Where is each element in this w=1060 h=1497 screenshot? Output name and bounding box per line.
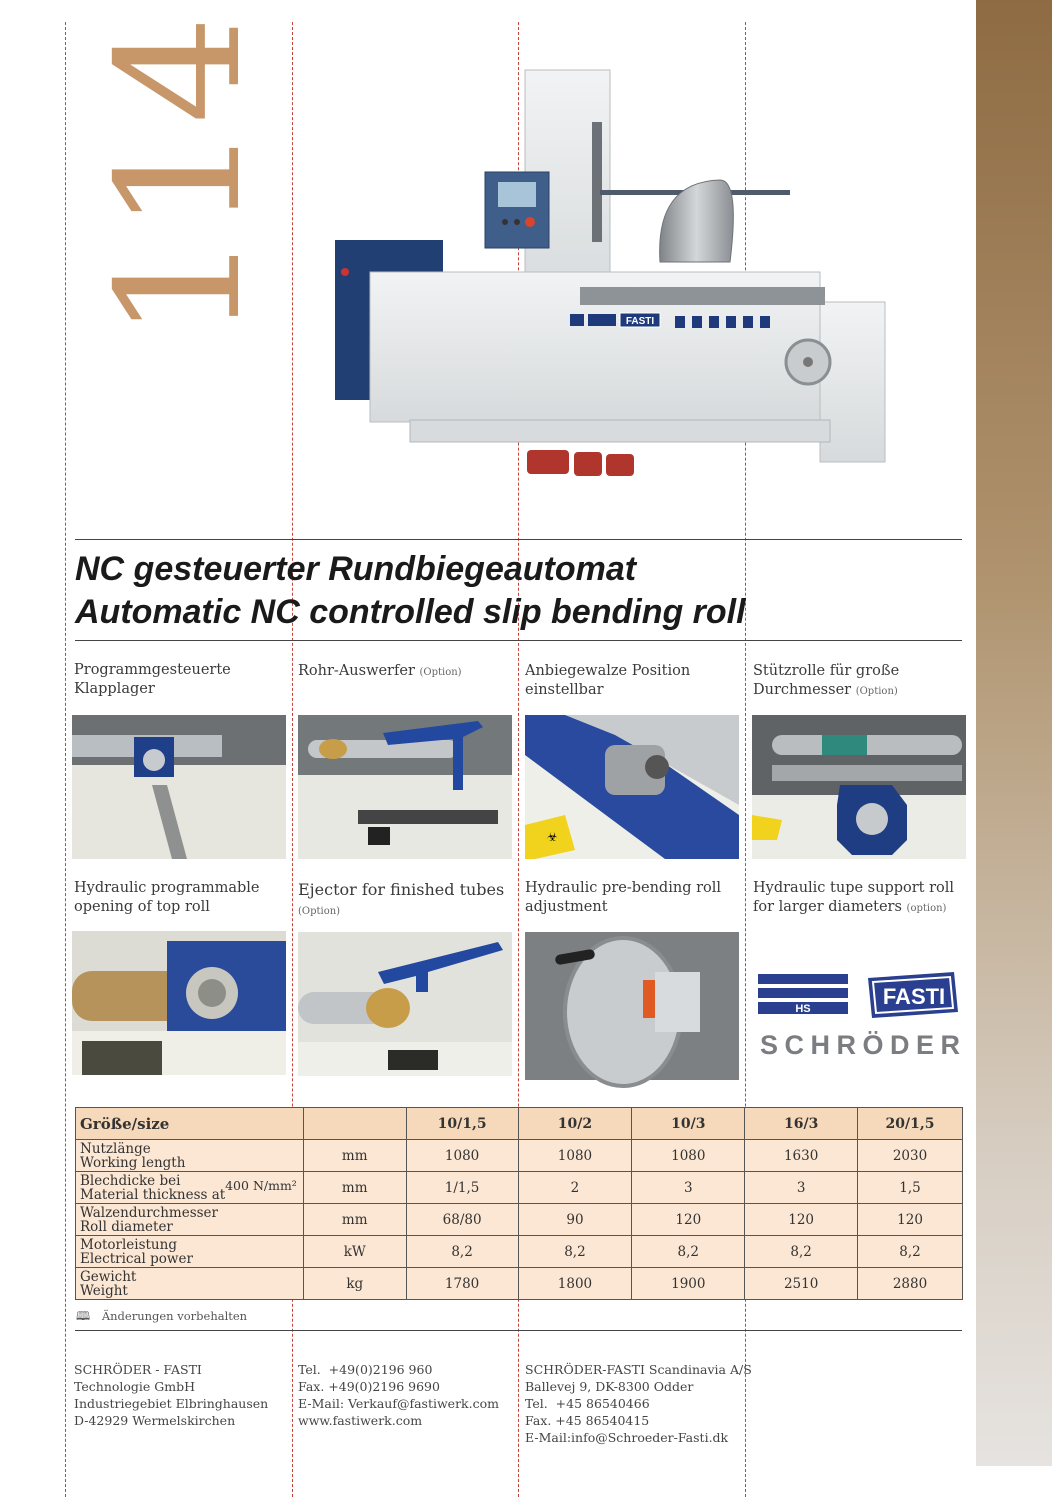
caption-line: Anbiegewalze Position [525, 663, 691, 679]
page-number [78, 15, 279, 350]
table-header-row [76, 1108, 963, 1140]
footer-fax: Fax. +45 86540415 [525, 1413, 650, 1428]
caption-line: Rohr-Auswerfer [298, 663, 415, 679]
footer-line: Industriegebiet Elbringhausen [74, 1396, 269, 1411]
row-label [76, 1204, 304, 1236]
photo-tube-ejector [298, 715, 512, 859]
caption-option: (Option) [298, 906, 341, 917]
feature-caption [74, 879, 259, 917]
caption-line: adjustment [525, 899, 608, 915]
row-label-en: Material thickness at [80, 1186, 226, 1203]
fasti-logo-text: FASTI [882, 984, 946, 1009]
row-unit: kW [303, 1236, 406, 1268]
table-cell: 2880 [858, 1268, 963, 1300]
disclaimer-note [76, 1307, 247, 1328]
table-cell: 120 [632, 1204, 745, 1236]
table-cell: 8,2 [406, 1236, 518, 1268]
caption-option: (Option) [855, 686, 898, 697]
caption-option: (Option) [419, 667, 462, 678]
caption-line: Programmgesteuerte [74, 662, 231, 678]
table-header-size: 10/3 [632, 1108, 745, 1140]
title-rule-bottom [75, 640, 962, 641]
feature-caption [753, 879, 954, 918]
row-label-de: Gewicht [80, 1268, 137, 1285]
table-cell: 1900 [632, 1268, 745, 1300]
table-cell: 8,2 [858, 1236, 963, 1268]
table-cell: 1080 [632, 1140, 745, 1172]
caption-line: Stützrolle für große [753, 663, 900, 679]
footer-line: SCHRÖDER - FASTI [74, 1362, 202, 1377]
photo-support-roll [752, 715, 966, 859]
row-label-de: Blechdicke bei [80, 1172, 181, 1189]
svg-text:☣: ☣ [547, 830, 558, 844]
schroeder-logo-text: SCHRÖDER [760, 1030, 960, 1060]
company-logo [756, 968, 964, 1060]
table-cell: 68/80 [406, 1204, 518, 1236]
footer-email-link[interactable]: E-Mail: Verkauf@fastiwerk.com [298, 1396, 499, 1411]
caption-line: Hydraulic pre-bending roll [525, 880, 722, 896]
row-unit: mm [303, 1204, 406, 1236]
row-label-de: Motorleistung [80, 1236, 177, 1253]
photo-top-roll-bearing [72, 715, 286, 859]
table-cell: 1,5 [858, 1172, 963, 1204]
page-number-text: 114 [81, 15, 279, 340]
row-label [76, 1172, 304, 1204]
brand-plate-text: FASTI [625, 316, 655, 327]
feature-caption [74, 661, 231, 699]
table-cell: 90 [518, 1204, 632, 1236]
footer-contact-germany [298, 1361, 499, 1429]
footer-rule [75, 1330, 962, 1331]
row-label-en: Electrical power [80, 1250, 193, 1267]
table-cell: 1/1,5 [406, 1172, 518, 1204]
hs-logo-text: HS [795, 1003, 811, 1015]
brown-gradient-sidebar [976, 0, 1052, 1466]
table-cell: 8,2 [745, 1236, 858, 1268]
feature-caption [298, 662, 462, 682]
guide-line [65, 22, 66, 1497]
feature-caption [753, 662, 899, 701]
photo-handwheel-adjustment [525, 932, 739, 1080]
footer-email-link[interactable]: E-Mail:info@Schroeder-Fasti.dk [525, 1430, 729, 1445]
table-cell: 1780 [406, 1268, 518, 1300]
row-label-en: Roll diameter [80, 1218, 173, 1235]
table-cell: 8,2 [518, 1236, 632, 1268]
table-cell: 1630 [745, 1140, 858, 1172]
disclaimer-text: Änderungen vorbehalten [101, 1309, 248, 1323]
footer-website-link[interactable]: www.fastiwerk.com [298, 1413, 423, 1428]
row-label [76, 1140, 304, 1172]
photo-prebending-roll [525, 715, 739, 859]
footer-address-scandinavia [525, 1361, 752, 1446]
title-english: Automatic NC controlled slip bending roll [75, 593, 746, 631]
row-unit: mm [303, 1172, 406, 1204]
footer-line: D-42929 Wermelskirchen [74, 1413, 236, 1428]
table-header-size: 16/3 [745, 1108, 858, 1140]
table-row [76, 1140, 963, 1172]
caption-line: Klapplager [74, 681, 155, 697]
table-cell: 1800 [518, 1268, 632, 1300]
table-row [76, 1204, 963, 1236]
specification-table [75, 1107, 963, 1300]
footer-fax: Fax. +49(0)2196 9690 [298, 1379, 440, 1394]
row-label-en: Weight [80, 1282, 128, 1299]
row-unit: mm [303, 1140, 406, 1172]
caption-line: Hydraulic tupe support roll [753, 880, 955, 896]
table-header-label: Größe/size [76, 1108, 304, 1140]
row-label-de: Nutzlänge [80, 1140, 151, 1157]
table-header-size: 10/1,5 [406, 1108, 518, 1140]
caption-line: einstellbar [525, 682, 604, 698]
caption-option: (option) [906, 903, 947, 914]
footer-line: Ballevej 9, DK-8300 Odder [525, 1379, 694, 1394]
fasti-logo-icon [868, 972, 958, 1018]
feature-caption [525, 662, 690, 700]
table-cell: 3 [745, 1172, 858, 1204]
row-label [76, 1236, 304, 1268]
row-label-de: Walzendurchmesser [80, 1204, 218, 1221]
footer-line: SCHRÖDER-FASTI Scandinavia A/S [525, 1362, 752, 1377]
table-cell: 120 [858, 1204, 963, 1236]
caption-line: Hydraulic programmable [74, 880, 260, 896]
table-row [76, 1268, 963, 1300]
footer-phone: Tel. +49(0)2196 960 [298, 1362, 433, 1377]
table-cell: 120 [745, 1204, 858, 1236]
caption-line: Durchmesser [753, 682, 852, 698]
table-header-size: 10/2 [518, 1108, 632, 1140]
table-header-size: 20/1,5 [858, 1108, 963, 1140]
footer-phone: Tel. +45 86540466 [525, 1396, 650, 1411]
row-label [76, 1268, 304, 1300]
title-rule-top [75, 539, 962, 540]
feature-caption [525, 879, 721, 917]
table-cell: 2030 [858, 1140, 963, 1172]
footer-line: Technologie GmbH [74, 1379, 196, 1394]
page-title [75, 548, 746, 634]
footer-address-germany [74, 1361, 268, 1429]
table-cell: 2 [518, 1172, 632, 1204]
photo-top-roll-opening [72, 931, 286, 1075]
row-label-en: Working length [80, 1154, 186, 1171]
feature-caption [298, 880, 504, 921]
table-header-unit [303, 1108, 406, 1140]
table-cell: 2510 [745, 1268, 858, 1300]
row-unit: kg [303, 1268, 406, 1300]
table-cell: 8,2 [632, 1236, 745, 1268]
table-row [76, 1172, 963, 1204]
caption-line: for larger diameters [753, 899, 902, 915]
photo-finished-tube-ejector [298, 932, 512, 1076]
table-cell: 1080 [518, 1140, 632, 1172]
table-row [76, 1236, 963, 1268]
book-icon: 🕮 [76, 1309, 91, 1323]
table-cell: 3 [632, 1172, 745, 1204]
table-cell: 1080 [406, 1140, 518, 1172]
caption-line: opening of top roll [74, 899, 210, 915]
caption-line: Ejector for finished tubes [298, 880, 505, 899]
title-german: NC gesteuerter Rundbiegeautomat [75, 550, 637, 588]
row-label-extra: 400 N/mm² [225, 1178, 297, 1193]
machine-photo [330, 62, 890, 492]
hs-logo-icon [758, 974, 848, 1015]
